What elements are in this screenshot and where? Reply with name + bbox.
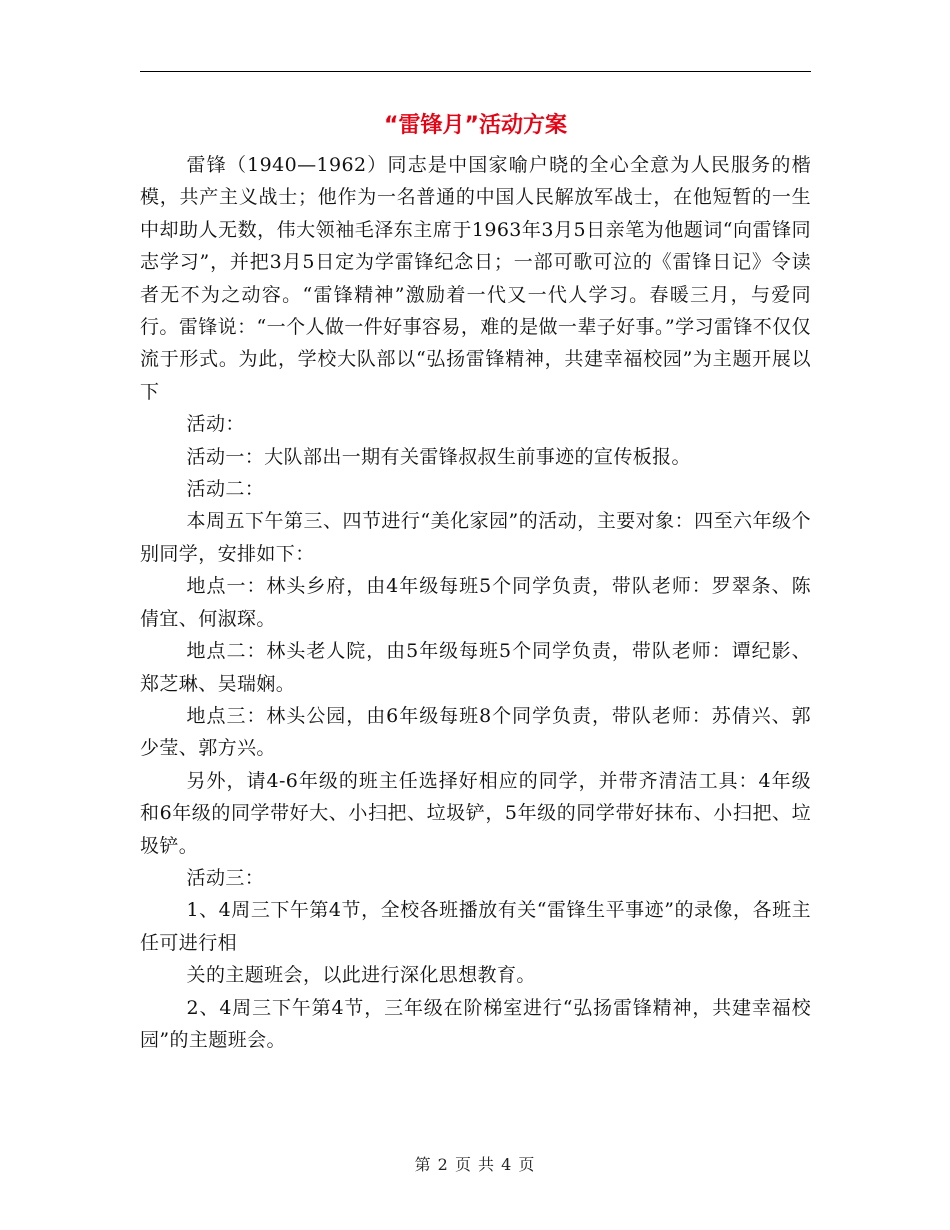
- page-number: 第 2 页 共 4 页: [414, 1155, 536, 1174]
- paragraph-location-one: 地点一：林头乡府，由4年级每班5个同学负责，带队老师：罗翠条、陈倩宜、何淑琛。: [140, 575, 811, 630]
- paragraph-activity-one: 活动一：大队部出一期有关雷锋叔叔生前事迹的宣传板报。: [186, 445, 691, 468]
- paragraph-activity-two-heading: 活动二：: [186, 478, 265, 501]
- paragraph-activity-three-item-1: 1、4周三下午第4节，全校各班播放有关“雷锋生平事迹”的录像，各班主任可进行相: [140, 899, 811, 954]
- document-title: “雷锋月”活动方案: [384, 113, 567, 138]
- paragraph-location-three: 地点三：林头公园，由6年级每班8个同学负责，带队老师：苏倩兴、郭少莹、郭方兴。: [140, 704, 811, 760]
- header-rule: [140, 71, 811, 72]
- paragraph-cleaning-tools: 另外，请4-6年级的班主任选择好相应的同学，并带齐清洁工具：4年级和6年级的同学带好大、小扫把、垃圾铲，5年级的同学带好抹布、小扫把、垃圾铲。: [140, 769, 811, 857]
- paragraph-activity-three-item-1-cont: 关的主题班会，以此进行深化思想教育。: [186, 964, 536, 987]
- paragraph-activity-three-item-2: 2、4周三下午第4节，三年级在阶梯室进行“弘扬雷锋精神，共建幸福校园”的主题班会。: [140, 996, 811, 1051]
- paragraph-intro: 雷锋（1940—1962）同志是中国家喻户晓的全心全意为人民服务的楷模，共产主义战士；他作为一名普通的中国人民解放军战士，在他短暂的一生中却助人无数，伟大领袖毛泽东主席于1963年3月5日亲笔为他题词“向雷锋同志学习”，并把3月5日定为学雷锋纪念日；一部可歌可泣的《雷锋日记》令读者无不为之动容。“雷锋精神”激励着一代又一代人学习。春暖三月，与爱同行。雷锋说：“一个人做一件好事容易，难的是做一辈子好事。”学习雷锋不仅仅流于形式。为此，学校大队部以“弘扬雷锋精神，共建幸福校园”为主题开展以下: [140, 154, 811, 403]
- paragraph-activity-three-heading: 活动三：: [186, 866, 265, 889]
- paragraph-activities-heading: 活动：: [186, 413, 245, 436]
- paragraph-activity-two-desc: 本周五下午第三、四节进行“美化家园”的活动，主要对象：四至六年级个别同学，安排如下：: [140, 510, 811, 565]
- document-body: [140, 149, 811, 1056]
- paragraph-location-two: 地点二：林头老人院，由5年级每班5个同学负责，带队老师：谭纪影、郑芝琳、吴瑞娴。: [140, 640, 811, 695]
